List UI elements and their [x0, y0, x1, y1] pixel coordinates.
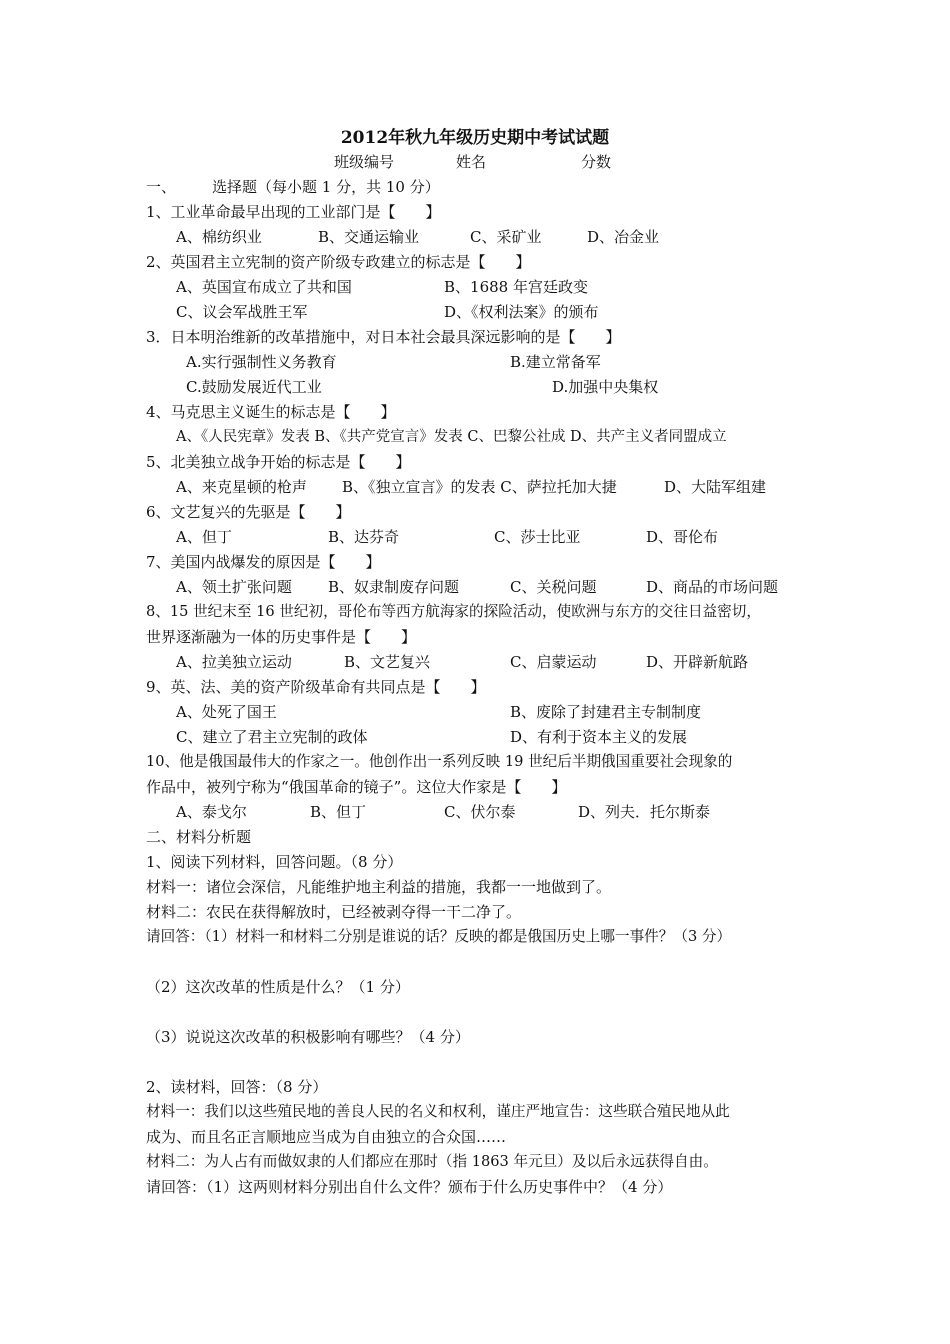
q6-stem: 6、文艺复兴的先驱是【 】: [146, 503, 351, 521]
class-number-label: 班级编号: [334, 153, 395, 171]
q7-option-c: C、关税问题: [510, 578, 597, 596]
q7-option-b: B、奴隶制废存问题: [328, 578, 460, 596]
q6-option-c: C、莎士比亚: [494, 528, 581, 546]
q7-option-d: D、商品的市场问题: [646, 578, 779, 596]
q9-option-d: D、有利于资本主义的发展: [510, 728, 688, 746]
q10-option-b: B、但丁: [310, 803, 367, 821]
q5-option-d: D、大陆军组建: [664, 478, 767, 496]
q8-option-c: C、启蒙运动: [510, 653, 597, 671]
q4-options-line: A、《人民宪章》发表 B、《共产党宣言》发表 C、巴黎公社成 D、共产主义者同盟成立: [176, 429, 727, 445]
q10-stem-continued: 作品中，被列宁称为“俄国革命的镜子”。这位大作家是【 】: [146, 778, 567, 796]
section1-heading: 选择题（每小题 1 分，共 10 分）: [212, 178, 440, 196]
s2-q1-ask-3: （3）说说这次改革的积极影响有哪些？（4 分）: [146, 1028, 470, 1046]
q3-stem: 3．日本明治维新的改革措施中，对日本社会最具深远影响的是【 】: [146, 328, 621, 346]
s2-q2-intro: 2、读材料，回答：（8 分）: [146, 1078, 328, 1096]
s2-q1-material-2: 材料二：农民在获得解放时，已经被剥夺得一干二净了。: [146, 903, 522, 921]
section2-heading: 二、材料分析题: [146, 828, 252, 846]
q2-stem: 2、英国君主立宪制的资产阶级专政建立的标志是【 】: [146, 253, 531, 271]
q8-stem-continued: 世界逐渐融为一体的历史事件是【 】: [146, 628, 417, 646]
q9-stem: 9、英、法、美的资产阶级革命有共同点是【 】: [146, 678, 486, 696]
q10-option-d: D、列夫．托尔斯泰: [578, 803, 711, 821]
s2-q2-material-1: 材料一：我们以这些殖民地的善良人民的名义和权利，谨庄严地宣告：这些联合殖民地从此: [146, 1103, 730, 1120]
q6-option-d: D、哥伦布: [646, 528, 719, 546]
exam-title: 2012年秋九年级历史期中考试试题: [340, 128, 610, 148]
q9-option-a: A、处死了国王: [176, 703, 277, 721]
q3-option-c: C.鼓励发展近代工业: [186, 378, 322, 396]
s2-q1-ask-1: 请回答：（1）材料一和材料二分别是谁说的话？反映的都是俄国历史上哪一事件？（3 分）: [146, 928, 732, 945]
q5-stem: 5、北美独立战争开始的标志是【 】: [146, 453, 411, 471]
q3-option-a: A.实行强制性义务教育: [186, 353, 337, 371]
q7-option-a: A、领土扩张问题: [176, 578, 292, 596]
q4-stem: 4、马克思主义诞生的标志是【 】: [146, 403, 396, 421]
s2-q2-material-2: 材料二：为人占有而做奴隶的人们都应在那时（指 1863 年元旦）及以后永远获得自由。: [146, 1153, 718, 1170]
name-label: 姓名: [456, 153, 487, 171]
q10-option-a: A、泰戈尔: [176, 803, 247, 821]
q8-option-d: D、开辟新航路: [646, 653, 749, 671]
q1-stem: 1、工业革命最早出现的工业部门是【 】: [146, 203, 441, 221]
q5-option-a: A、来克星顿的枪声: [176, 478, 307, 496]
q3-option-b: B.建立常备军: [510, 353, 601, 371]
q7-stem: 7、美国内战爆发的原因是【 】: [146, 553, 381, 571]
q10-stem: 10、他是俄国最伟大的作家之一。他创作出一系列反映 19 世纪后半期俄国重要社会现象的: [146, 753, 733, 770]
q2-option-a: A、英国宣布成立了共和国: [176, 278, 352, 296]
q5-option-b-c: B、《独立宣言》的发表 C、萨拉托加大捷: [342, 478, 617, 496]
q1-option-a: A、棉纺织业: [176, 228, 262, 246]
q6-option-b: B、达芬奇: [328, 528, 400, 546]
q6-option-a: A、但丁: [176, 528, 232, 546]
q3-option-d: D.加强中央集权: [552, 378, 659, 396]
q1-option-c: C、采矿业: [470, 228, 542, 246]
s2-q1-ask-2: （2）这次改革的性质是什么？（1 分）: [146, 978, 410, 996]
section1-number: 一、: [146, 178, 177, 196]
q9-option-b: B、废除了封建君主专制制度: [510, 703, 702, 721]
s2-q1-intro: 1、阅读下列材料，回答问题。（8 分）: [146, 853, 403, 871]
q2-option-c: C、议会军战胜王军: [176, 303, 308, 321]
score-label: 分数: [581, 153, 612, 171]
s2-q2-material-1-continued: 成为、而且名正言顺地应当成为自由独立的合众国……: [146, 1128, 507, 1146]
q8-stem: 8、15 世纪末至 16 世纪初，哥伦布等西方航海家的探险活动，使欧洲与东方的交往日益密切，: [146, 603, 761, 620]
q10-option-c: C、伏尔泰: [444, 803, 516, 821]
q2-option-b: B、1688 年宫廷政变: [444, 278, 588, 296]
q8-option-a: A、拉美独立运动: [176, 653, 292, 671]
q1-option-d: D、冶金业: [587, 228, 660, 246]
q8-option-b: B、文艺复兴: [344, 653, 431, 671]
q9-option-c: C、建立了君主立宪制的政体: [176, 728, 368, 746]
q1-option-b: B、交通运输业: [318, 228, 420, 246]
s2-q1-material-1: 材料一：诸位会深信，凡能维护地主利益的措施，我都一一地做到了。: [146, 878, 612, 896]
s2-q2-ask-1: 请回答：（1）这两则材料分别出自什么文件？颁布于什么历史事件中？（4 分）: [146, 1178, 673, 1196]
q2-option-d: D、《权利法案》的颁布: [444, 303, 599, 321]
